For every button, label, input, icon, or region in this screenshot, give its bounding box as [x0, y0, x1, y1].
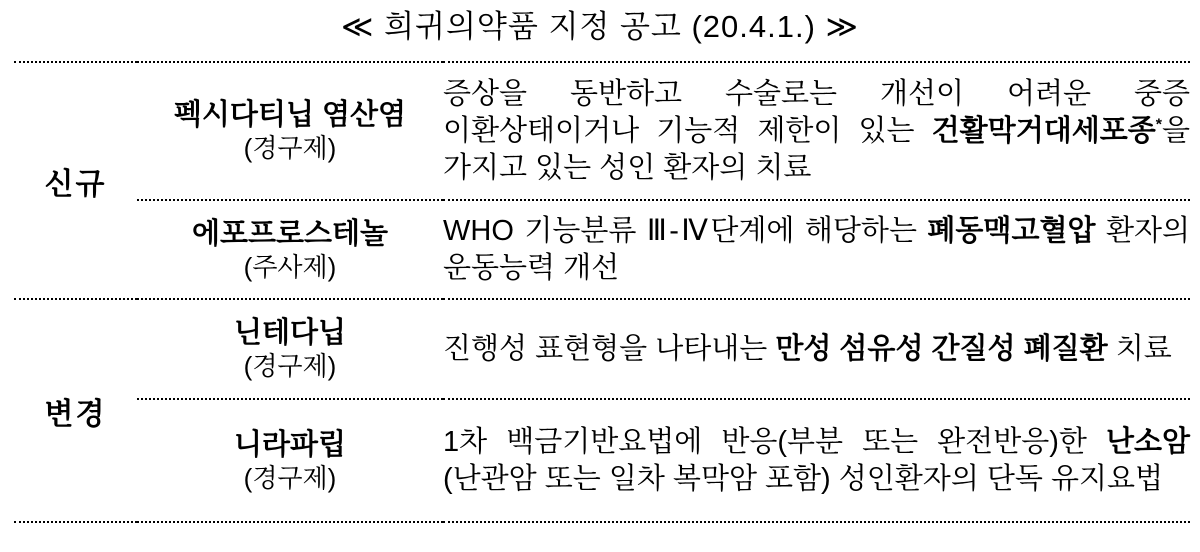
drug-name: 닌테다닙 [233, 317, 347, 349]
designation-table-body [14, 62, 1190, 522]
drug-name: 펙시다티닙 염산염 [173, 99, 407, 131]
indication-cell: 진행성 표현형을 나타내는 만성 섬유성 간질성 폐질환 치료 [443, 299, 1190, 399]
drug-cell-niraparib [137, 399, 443, 522]
drug-form: (경구제) [243, 351, 337, 381]
drug-form: (주사제) [243, 251, 337, 282]
table-row-epoprostenol [14, 200, 1190, 299]
indication-cell: 증상을 동반하고 수술로는 개선이 어려운 중증 이환상태이거나 기능적 제한이 있는 건활막거대세포종*을 가지고 있는 성인 환자의 치료 [443, 62, 1190, 200]
drug-cell-epoprostenol [137, 200, 443, 299]
drug-form: (경구제) [243, 462, 337, 493]
page-title: ≪ 희귀의약품 지정 공고 (20.4.1.) ≫ [341, 9, 859, 44]
announcement-page [0, 8, 1200, 552]
drug-cell-nintedanib [137, 299, 443, 399]
drug-form: (경구제) [243, 133, 337, 163]
indication-cell: WHO 기능분류 Ⅲ-Ⅳ단계에 해당하는 폐동맥고혈압 환자의 운동능력 개선 [443, 200, 1190, 299]
table-row-niraparib [14, 399, 1190, 522]
table-row-pexidartinib [14, 62, 1190, 200]
category-cell-new: 신규 [14, 62, 137, 299]
drug-name: 에포프로스테놀 [191, 217, 389, 250]
designation-table [14, 61, 1190, 523]
table-row-nintedanib [14, 299, 1190, 399]
drug-cell-pexidartinib [137, 62, 443, 200]
indication-cell: 1차 백금기반요법에 반응(부분 또는 완전반응)한 난소암(난관암 또는 일차 복막암 포함) 성인환자의 단독 유지요법 [443, 399, 1190, 522]
category-cell-change: 변경 [14, 299, 137, 522]
drug-name: 니라파립 [233, 428, 347, 461]
